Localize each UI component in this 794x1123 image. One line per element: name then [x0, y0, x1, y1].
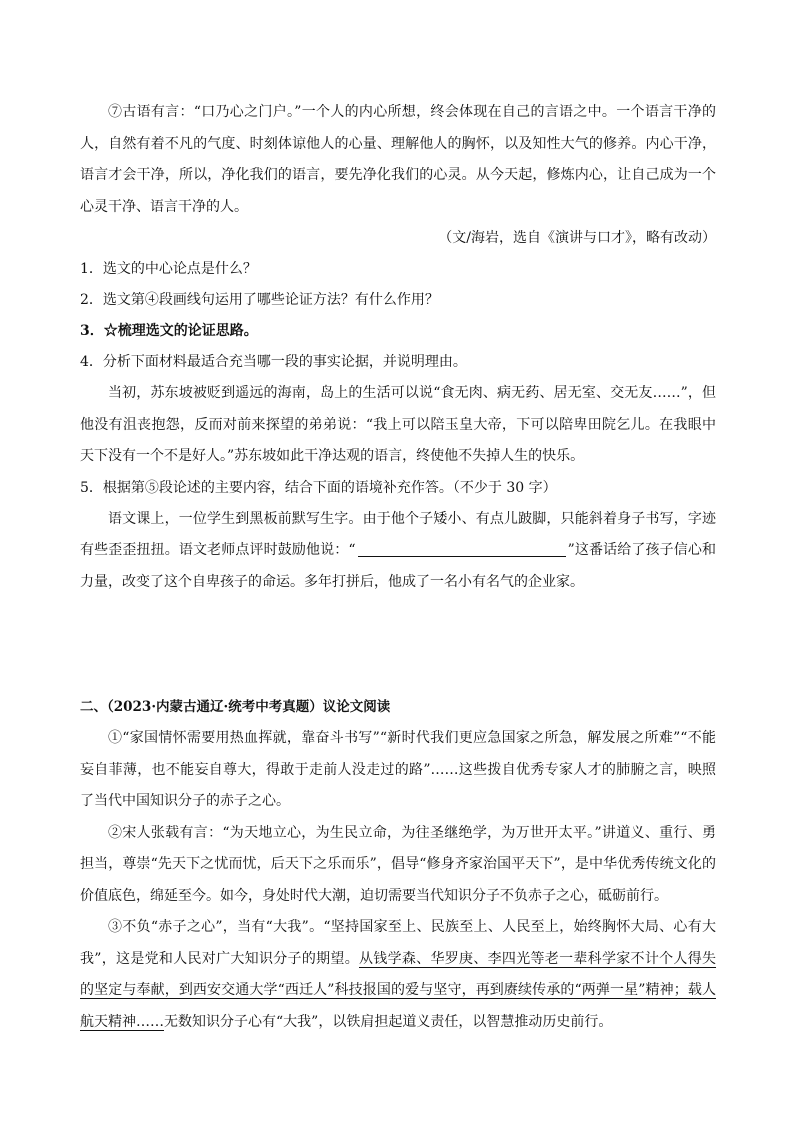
question-1: 1．选文的中心论点是什么？ [80, 261, 257, 277]
question-4: 4．分析下面材料最适合充当哪一段的事实论据，并说明理由。 [80, 354, 467, 370]
section-2-heading: 二、（2023·内蒙古通辽·统考中考真题）议论文阅读 [80, 699, 391, 715]
question-5-material-after: ”这番话给了孩子信心和力量，改变了这个自卑孩子的命运。多年打拼后，他成了一名小有名气的企业家。 [80, 542, 716, 590]
question-4-material: 当初，苏东坡被贬到遥远的海南，岛上的生活可以说“食无肉、病无药、居无室、交无友……”，但他没有沮丧抱怨，反而对前来探望的弟弟说：“我上可以陪玉皇大帝，下可以陪卑田院乞儿。在我眼中天下没有一个不是好人。”苏东坡如此干净达观的语言，终使他不失掉人生的快乐。 [80, 385, 716, 464]
section-1-text [80, 97, 716, 598]
question-5: 5．根据第⑤段论述的主要内容，结合下面的语境补充作答。（不少于 30 字） [80, 479, 557, 496]
section-2-paragraph-3 [80, 912, 716, 1038]
answer-blank [358, 540, 566, 557]
section-2-paragraph-2: ②宋人张载有言：“为天地立心，为生民立命，为往圣继绝学，为万世开太平。”讲道义、重行、勇担当，尊崇“先天下之忧而忧，后天下之乐而乐”，倡导“修身齐家治国平天下”，是中华优秀传统文化的价值底色，绵延至今。如今，身处时代大潮，迫切需要当代知识分子不负赤子之心，砥砺前行。 [80, 824, 716, 904]
paragraph-3-plain: ③不负“赤子之心”，当有“大我”。“坚持国家至上、民族至上、人民至上，始终胸怀大局、心有大我”，这是党和人民对广大知识分子的期望。 [80, 919, 716, 967]
paragraph-3-underlined: 从钱学森、华罗庚、李四光等老一辈科学家不计个人得失的坚定与奉献，到西安交通大学“西迁人”科技报国的爱与坚守，再到赓续传承的“两弹一星”精神；载人航天精神…… [80, 950, 717, 1030]
article-source: （文/海岩，选自《演讲与口才》，略有改动） [438, 230, 716, 246]
question-3: 3．☆梳理选文的论证思路。 [80, 323, 258, 339]
section-2-text [80, 692, 716, 1038]
question-2: 2．选文第④段画线句运用了哪些论证方法？有什么作用？ [80, 292, 439, 308]
section-2-paragraph-1: ①“家国情怀需要用热血挥就，靠奋斗书写”“新时代我们更应急国家之所急，解发展之所难”“不能妄自菲薄，也不能妄自尊大，得敢于走前人没走过的路”……这些拨自优秀专家人才的肺腑之言，映照了当代中国知识分子的赤子之心。 [80, 730, 716, 809]
question-5-material-before: 语文课上，一位学生到黑板前默写生字。由于他个子矮小、有点儿跛脚，只能斜着身子书写，字迹有些歪歪扭扭。语文老师点评时鼓励他说：“ [80, 510, 716, 558]
paragraph-3-rest: 无数知识分子心有“大我”，以铁肩担起道义责任，以智慧推动历史前行。 [164, 1013, 613, 1030]
question-5-material [80, 504, 716, 599]
paragraph-7: ⑦古语有言：“口乃心之门户。”一个人的内心所想，终会体现在自己的言语之中。一个语言干净的人，自然有着不凡的气度、时刻体谅他人的心量、理解他人的胸怀，以及知性大气的修养。内心干净，语言才会干净，所以，净化我们的语言，要先净化我们的心灵。从今天起，修炼内心，让自己成为一个心灵干净、语言干净的人。 [80, 104, 716, 215]
